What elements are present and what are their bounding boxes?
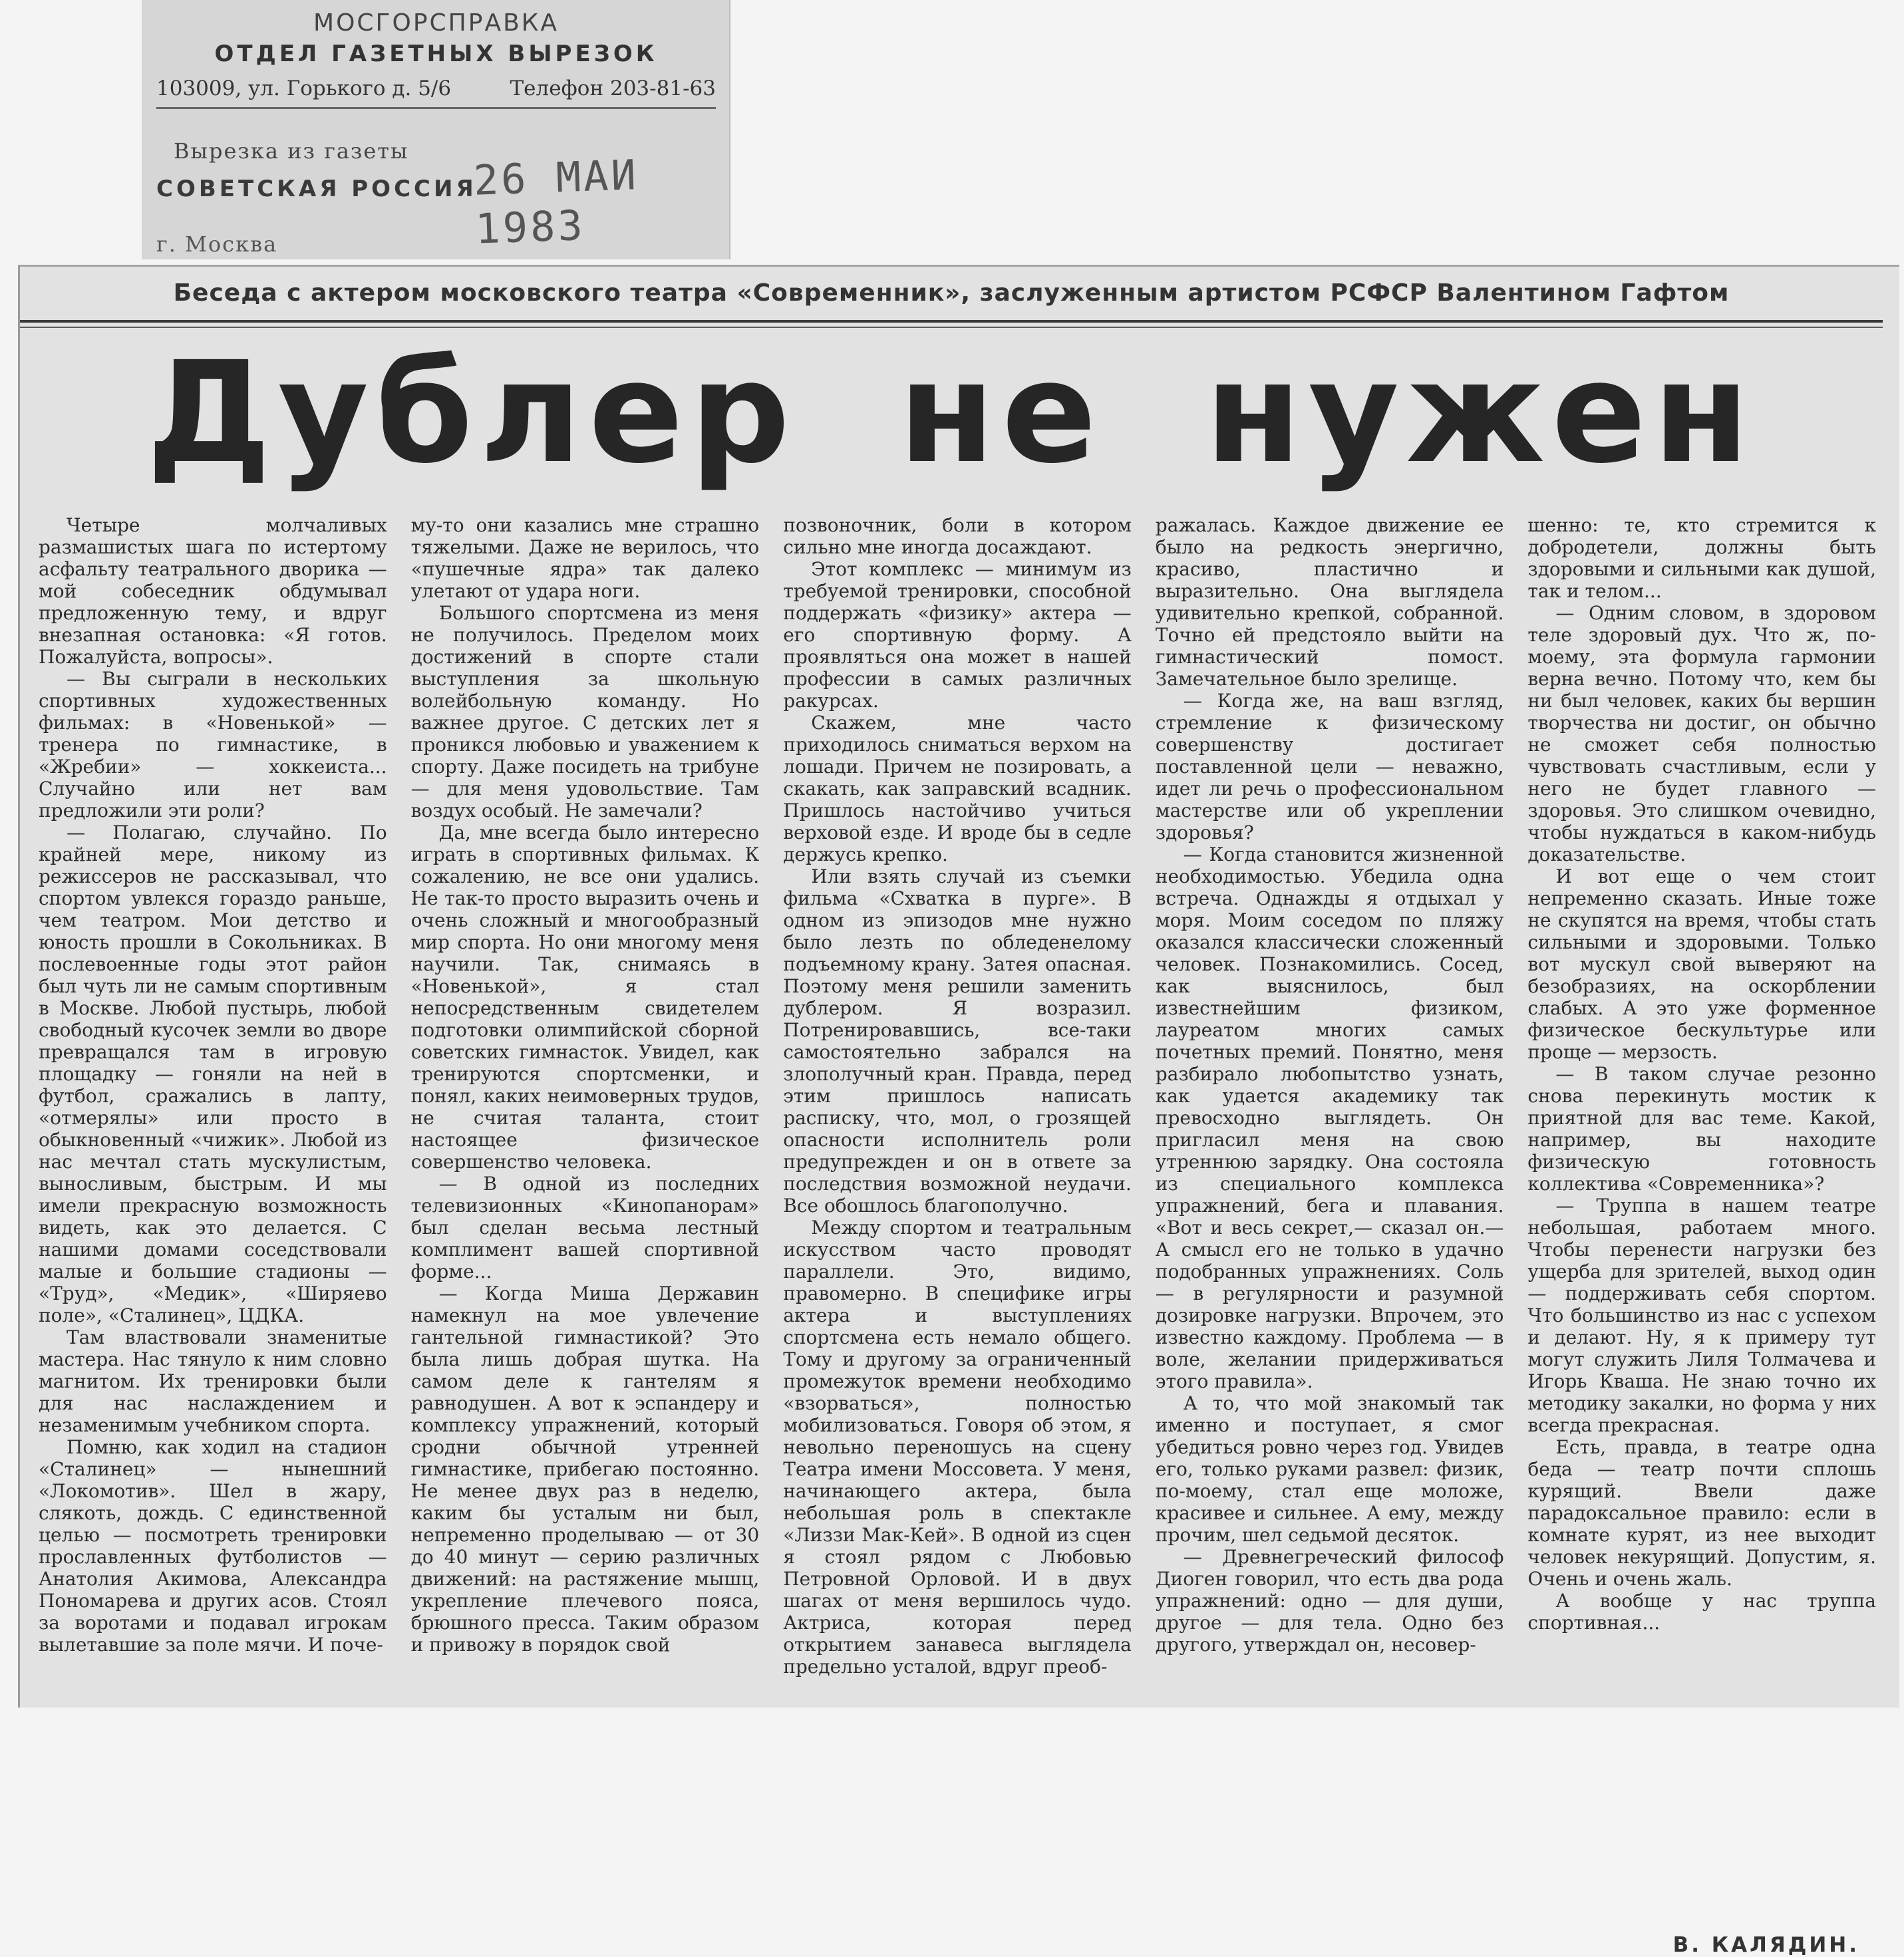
- article-paragraph: — Древнегреческий философ Диоген говорил, что есть два рода упражнений: одно — для души, другое — для тела. Одно без другого, утверждал он, несовер-: [1155, 1546, 1504, 1656]
- article-paragraph: Есть, правда, в театре одна беда — театр почти сплошь курящий. Ввели даже парадоксальное правило: если в комнате курят, из нее выходит человек некурящий. Допустим, я. Очень и очень жаль.: [1527, 1436, 1876, 1590]
- article-column-2: [411, 514, 760, 1685]
- stamp-address: 103009, ул. Горького д. 5/6: [156, 76, 452, 100]
- article-paragraph: — Полагаю, случайно. По крайней мере, никому из режиссеров не рассказывал, что спортом увлекся гораздо раньше, чем театром. Мои детство и юность прошли в Сокольниках. В послевоенные годы этот район был чуть ли не самым спортивным в Москве. Любой пустырь, любой свободный кусочек земли во дворе превращался там в игровую площадку — гоняли на ней в футбол, сражались в лапту, «отмерялы» или просто в обыкновенный «чижик». Любой из нас мечтал стать мускулистым, выносливым, быстрым. И мы имели прекрасную возможность видеть, как это делается. С нашими домами соседствовали малые и большие стадионы — «Труд», «Медик», «Ширяево поле», «Сталинец», ЦДКА.: [39, 822, 387, 1326]
- article-paragraph: — Когда же, на ваш взгляд, стремление к физическому совершенству достигает поставленной цели — неважно, идет ли речь о профессиональном мастерстве или об укреплении здоровья?: [1155, 690, 1504, 843]
- article-paragraph: Помню, как ходил на стадион «Сталинец» — нынешний «Локомотив». Шел в жару, слякоть, дождь. С единственной целью — посмотреть тренировки прославленных футболистов — Анатолия Акимова, Александра Пономарева и других асов. Стоял за воротами и подавал игрокам вылетавшие за поле мячи. И поче-: [39, 1436, 387, 1656]
- stamp-date: 26 МАИ 1983: [472, 150, 639, 253]
- newspaper-article: [18, 265, 1899, 1957]
- article-paragraph: — Труппа в нашем театре небольшая, работаем много. Чтобы перенести нагрузки без ущерба для зрителей, выход один — поддерживать себя спортом. Что большинство из нас с успехом и делают. Ну, я к примеру тут могут служить Лиля Толмачева и Игорь Кваша. Не знаю точно их методику закалки, но форма у них всегда прекрасная.: [1527, 1195, 1876, 1436]
- stamp-organization: МОСГОРСПРАВКА: [313, 9, 559, 37]
- article-headline: Дублер не нужен: [146, 331, 1756, 494]
- article-paragraph: позвоночник, боли в котором сильно мне иногда досаждают.: [783, 514, 1132, 558]
- clipping-stamp: [142, 0, 730, 259]
- article-paragraph: Или взять случай из съемки фильма «Схватка в пурге». В одном из эпизодов мне нужно было лезть по обледенелому подъемному крану. Затея опасная. Поэтому меня решили заменить дублером. Я возразил. Потренировавшись, все-таки самостоятельно забрался на злополучный кран. Правда, перед этим пришлось написать расписку, что, мол, о грозящей опасности исполнитель роли предупрежден и он в ответе за последствия возможной неудачи. Все обошлось благополучно.: [783, 865, 1132, 1217]
- stamp-department: ОТДЕЛ ГАЗЕТНЫХ ВЫРЕЗОК: [214, 41, 658, 67]
- author-signature: В. КАЛЯДИН.: [1672, 1933, 1859, 1957]
- divider-rule: [20, 327, 1883, 328]
- article-column-4: [1156, 514, 1504, 1685]
- article-body: [39, 514, 1876, 1685]
- article-column-3: [783, 514, 1132, 1685]
- article-paragraph: Этот комплекс — минимум из требуемой тренировки, способной поддержать «физику» актера — его спортивную форму. А проявляться она может в нашей профессии в самых различных ракурсах.: [783, 558, 1132, 712]
- article-column-5: [1527, 514, 1876, 1685]
- article-paragraph: — В одной из последних телевизионных «Кинопанорам» был сделан весьма лестный комплимент вашей спортивной форме...: [410, 1173, 760, 1282]
- article-paragraph: — Когда становится жизненной необходимостью. Убедила одна встреча. Однажды я отдыхал у моря. Моим соседом по пляжу оказался классически сложенный человек. Познакомились. Сосед, как выяснилось, был известнейшим физиком, лауреатом многих самых почетных премий. Понятно, меня разбирало любопытство узнать, как удается академику так превосходно выглядеть. Он пригласил меня на свою утреннюю зарядку. Она состояла из специального комплекса упражнений, бега и плавания. «Вот и весь секрет,— сказал он.— А смысл его не только в удачно подобранных упражнениях. Соль — в регулярности и разумной дозировке нагрузки. Впрочем, это известно каждому. Проблема — в воле, желании придерживаться этого правила».: [1155, 843, 1504, 1392]
- article-paragraph: А то, что мой знакомый так именно и поступает, я смог убедиться ровно через год. Увидев его, только руками развел: физик, по-моему, стал еще моложе, красивее и сильнее. А ему, между прочим, шел седьмой десяток.: [1155, 1392, 1504, 1546]
- article-paragraph: — Одним словом, в здоровом теле здоровый дух. Что ж, по-моему, эта формула гармонии верна вечно. Потому что, кем бы ни был человек, каких бы вершин творчества ни достиг, он обычно не сможет себя полностью чувствовать счастливым, если у него не будет главного — здоровья. Это слишком очевидно, чтобы нуждаться в каком-нибудь доказательстве.: [1527, 602, 1876, 865]
- stamp-address-row: [156, 76, 716, 109]
- article-paragraph: му-то они казались мне страшно тяжелыми. Даже не верилось, что «пушечные ядра» так далеко улетают от удара ноги.: [410, 514, 760, 602]
- article-paragraph: — Вы сыграли в нескольких спортивных художественных фильмах: в «Новенькой» — тренера по гимнастике, в «Жребии» — хоккеиста... Случайно или нет вам предложили эти роли?: [39, 668, 387, 822]
- article-paragraph: Четыре молчаливых размашистых шага по истертому асфальту театрального дворика — мой собеседник обдумывал предложенную тему, и вдруг внезапная остановка: «Я готов. Пожалуйста, вопросы».: [39, 514, 387, 668]
- stamp-city: г. Москва: [156, 231, 278, 257]
- article-paragraph: — В таком случае резонно снова перекинуть мостик к приятной для вас теме. Какой, например, вы находите физическую готовность коллектива «Современника»?: [1527, 1063, 1876, 1195]
- article-paragraph: Скажем, мне часто приходилось сниматься верхом на лошади. Причем не позировать, а скакать, как заправский всадник. Пришлось настойчиво учиться верховой езде. И вроде бы в седле держусь крепко.: [783, 712, 1132, 865]
- article-paragraph: — Когда Миша Державин намекнул на мое увлечение гантельной гимнастикой? Это была лишь добрая шутка. На самом деле к гантелям я равнодушен. А вот к эспандеру и комплексу упражнений, который сродни обычной утренней гимнастике, прибегаю постоянно. Не менее двух раз в неделю, каким бы усталым ни был, непременно проделываю — от 30 до 40 минут — серию различных движений: на растяжение мышц, укрепление плечевого пояса, брюшного пресса. Таким образом и привожу в порядок свой: [410, 1282, 760, 1656]
- article-paragraph: Большого спортсмена из меня не получилось. Пределом моих достижений в спорте стали выступления за школьную волейбольную команду. Но важнее другое. С детских лет я проникся любовью и уважением к спорту. Даже посидеть на трибуне — для меня удовольствие. Там воздух особый. Не замечали?: [410, 602, 760, 822]
- stamp-newspaper-name: СОВЕТСКАЯ РОССИЯ: [156, 176, 477, 202]
- interview-subtitle: Беседа с актером московского театра «Современник», заслуженным артистом РСФСР Валентином Гафтом: [20, 267, 1883, 323]
- article-paragraph: шенно: те, кто стремится к добродетели, должны быть здоровыми и сильными как душой, так и телом...: [1527, 514, 1876, 602]
- article-paragraph: Там властвовали знаменитые мастера. Нас тянуло к ним словно магнитом. Их тренировки были для нас наслаждением и незаменимым учебником спорта.: [39, 1326, 387, 1436]
- article-paragraph: А вообще у нас труппа спортивная...: [1527, 1590, 1876, 1634]
- article-paragraph: ражалась. Каждое движение ее было на редкость энергично, красиво, пластично и выразительно. Она выглядела удивительно крепкой, собранной. Точно ей предстояло выйти на гимнастический помост. Замечательное было зрелище.: [1155, 514, 1504, 690]
- article-paragraph: И вот еще о чем стоит непременно сказать. Иные тоже не скупятся на время, чтобы стать сильными и здоровыми. Только вот мускул свой выверяют на безобразиях, на оскорблении слабых. А это уже форменное физическое бескультурье или проще — мерзость.: [1527, 865, 1876, 1063]
- article-column-1: [39, 514, 387, 1685]
- article-paragraph: Между спортом и театральным искусством часто проводят параллели. Это, видимо, правомерно. В специфике игры актера и выступлениях спортсмена есть немало общего. Тому и другому за ограниченный промежуток времени необходимо «взорваться», полностью мобилизоваться. Говоря об этом, я невольно переношусь на сцену Театра имени Моссовета. У меня, начинающего актера, была небольшая роль в спектакле «Лиззи Мак-Кей». В одной из сцен я стоял рядом с Любовью Петровной Орловой. И в двух шагах от меня вершилось чудо. Актриса, которая перед открытием занавеса выглядела предельно усталой, вдруг преоб-: [783, 1217, 1132, 1678]
- stamp-phone: Телефон 203-81-63: [510, 76, 716, 100]
- stamp-cutting-label: Вырезка из газеты: [174, 138, 409, 164]
- article-paragraph: Да, мне всегда было интересно играть в спортивных фильмах. К сожалению, не все они удались. Не так-то просто выразить очень и очень сложный и многообразный мир спорта. Но они многому меня научили. Так, снимаясь в «Новенькой», я стал непосредственным свидетелем подготовки олимпийской сборной советских гимнасток. Увидел, как тренируются спортсменки, и понял, каких неимоверных трудов, не считая таланта, стоит настоящее физическое совершенство человека.: [410, 822, 760, 1173]
